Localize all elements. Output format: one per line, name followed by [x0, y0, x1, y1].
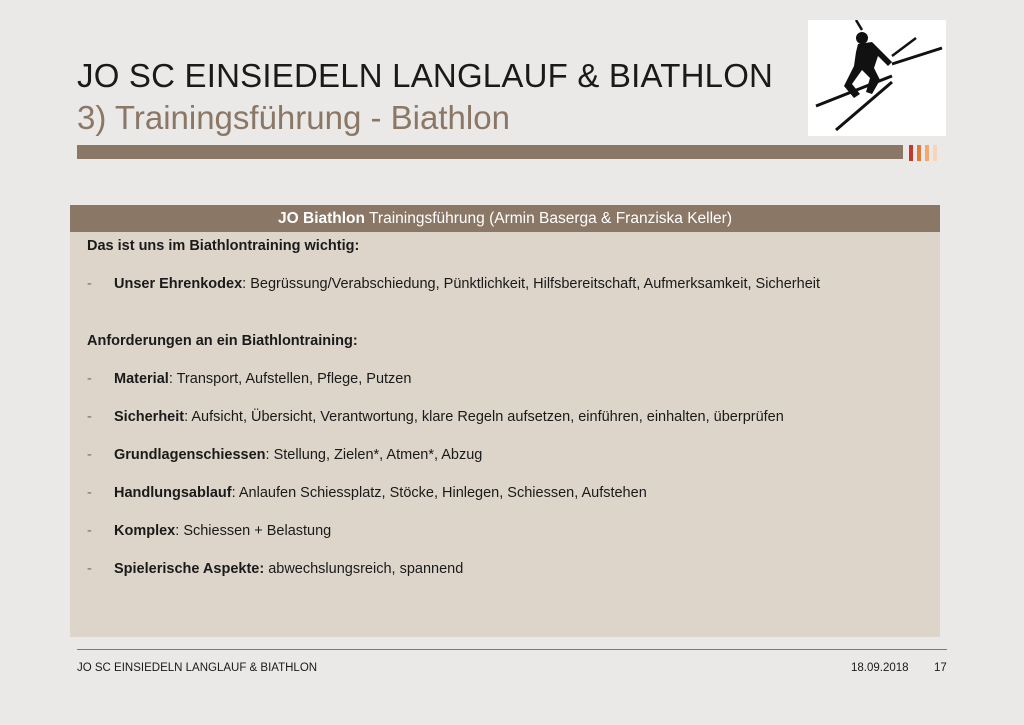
- item-term: Handlungsablauf: [114, 485, 232, 501]
- panel-header-rest: Trainingsführung (Armin Baserga & Franziska Keller): [365, 210, 732, 227]
- accent-stripe-1: [909, 145, 913, 161]
- bullet-dash: -: [87, 276, 92, 292]
- item-separator: :: [231, 485, 239, 501]
- item-description: Stellung, Zielen*, Atmen*, Abzug: [273, 447, 483, 463]
- accent-stripe-2: [917, 145, 921, 161]
- panel-header-bold: JO Biathlon: [278, 210, 365, 227]
- item-description: Aufsicht, Übersicht, Verantwortung, klare Regeln aufsetzen, einführen, einhalten, überprüfen: [191, 409, 784, 425]
- biathlon-skier-silhouette-icon: [808, 20, 946, 136]
- item-term: Grundlagenschiessen: [114, 447, 266, 463]
- item-term: Unser Ehrenkodex: [114, 276, 243, 292]
- slide-title: JO SC EINSIEDELN LANGLAUF & BIATHLON: [77, 57, 774, 94]
- item-term: Sicherheit: [114, 409, 185, 425]
- section-heading-important: Das ist uns im Biathlontraining wichtig:: [87, 238, 360, 254]
- item-separator: :: [168, 371, 177, 387]
- bullet-dash: -: [87, 485, 92, 501]
- title-divider-bar: [77, 145, 903, 159]
- footer-organization: JO SC EINSIEDELN LANGLAUF & BIATHLON: [77, 662, 318, 674]
- item-term: Material: [114, 371, 169, 387]
- section-heading-requirements: Anforderungen an ein Biathlontraining:: [87, 333, 358, 349]
- item-term: Spielerische Aspekte:: [114, 561, 265, 577]
- slide-subtitle: 3) Trainingsführung - Biathlon: [77, 99, 510, 136]
- item-separator: :: [184, 409, 192, 425]
- bullet-dash: -: [87, 371, 92, 387]
- item-description: Schiessen + Belastung: [183, 523, 332, 539]
- bullet-dash: -: [87, 523, 92, 539]
- item-separator: :: [242, 276, 251, 292]
- bullet-dash: -: [87, 409, 92, 425]
- biathlon-logo: [808, 20, 946, 136]
- footer-date: 18.09.2018: [851, 662, 909, 674]
- panel-header: [70, 205, 940, 232]
- accent-stripe-4: [933, 145, 937, 161]
- content-panel: [70, 205, 940, 637]
- item-term: Komplex: [114, 523, 176, 539]
- bullet-dash: -: [87, 447, 92, 463]
- item-description: Anlaufen Schiessplatz, Stöcke, Hinlegen, Schiessen, Aufstehen: [238, 485, 647, 501]
- bullet-dash: -: [87, 561, 92, 577]
- item-description: Begrüssung/Verabschiedung, Pünktlichkeit, Hilfsbereitschaft, Aufmerksamkeit, Sicherheit: [250, 276, 821, 292]
- item-description: abwechslungsreich, spannend: [268, 561, 464, 577]
- item-description: Transport, Aufstellen, Pflege, Putzen: [176, 371, 412, 387]
- item-separator: :: [265, 447, 274, 463]
- page-number: 17: [934, 662, 947, 674]
- accent-stripe-3: [925, 145, 929, 161]
- footer-divider: [77, 649, 947, 650]
- item-separator: :: [175, 523, 184, 539]
